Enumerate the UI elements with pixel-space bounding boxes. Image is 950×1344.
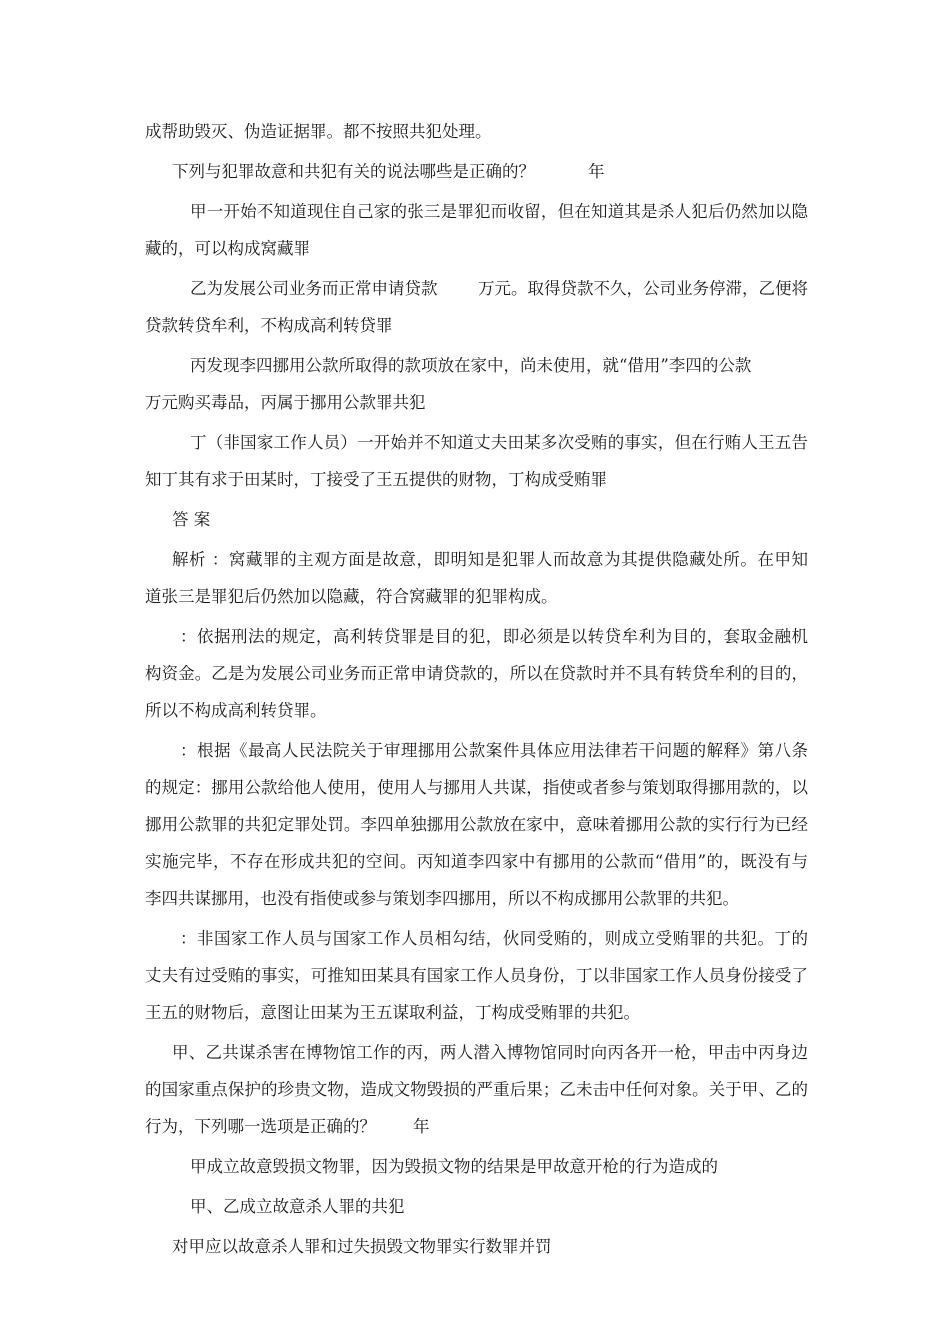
option-c-line2: 万元购买毒品，丙属于挪用公款罪共犯 [145, 393, 426, 412]
option-b-line2: 贷款转贷牟利，不构成高利转贷罪 [145, 316, 393, 335]
question2-option-a: 甲成立故意毁损文物罪，因为毁损文物的结果是甲故意开枪的行为造成的 [190, 1157, 718, 1176]
option-a-line2: 藏的，可以构成窝藏罪 [145, 239, 310, 258]
text-line: 成帮助毁灭、伪造证据罪。都不按照共犯处理。 [145, 122, 492, 141]
analysis-c-line1: ：根据《最高人民法院关于审理挪用公款案件具体应用法律若干问题的解释》第八条 [180, 741, 808, 760]
question2-stem-line1: 甲、乙共谋杀害在博物馆工作的丙，两人潜入博物馆同时向丙各开一枪，甲击中丙身边 [172, 1043, 808, 1062]
analysis-c-line2: 的规定：挪用公款给他人使用，使用人与挪用人共谋，指使或者参与策划取得挪用款的，以 [145, 778, 808, 797]
analysis-c-line5: 李四共谋挪用，也没有指使或参与策划李四挪用，所以不构成挪用公款罪的共犯。 [145, 889, 739, 908]
analysis-b-line2: 构资金。乙是为发展公司业务而正常申请贷款的，所以在贷款时并不具有转贷牟利的目的， [145, 664, 808, 683]
option-b-line1-part1: 乙为发展公司业务而正常申请贷款 [190, 279, 438, 298]
analysis-d-line2: 丈夫有过受贿的事实，可推知田某具有国家工作人员身份，丁以非国家工作人员身份接受了 [145, 966, 808, 985]
analysis-a-line1: 解析 ：窝藏罪的主观方面是故意，即明知是犯罪人而故意为其提供隐藏处所。在甲知 [172, 550, 808, 569]
year-label: 年 [588, 162, 605, 181]
option-b-line1-part2: 万元。取得贷款不久，公司业务停滞，乙便将 [478, 279, 808, 298]
option-a-line1: 甲一开始不知道现住自己家的张三是罪犯而收留，但在知道其是杀人犯后仍然加以隐 [190, 202, 808, 221]
analysis-c-line3: 挪用公款罪的共犯定罪处罚。李四单独挪用公款放在家中，意味着挪用公款的实行行为已经 [145, 815, 808, 834]
analysis-a-line2: 道张三是罪犯后仍然加以隐藏，符合窝藏罪的犯罪构成。 [145, 587, 558, 606]
analysis-b-line3: 所以不构成高利转贷罪。 [145, 701, 327, 720]
option-d-line1: 丁（非国家工作人员）一开始并不知道丈夫田某多次受贿的事实，但在行贿人王五告 [190, 433, 808, 452]
question2-option-b: 甲、乙成立故意杀人罪的共犯 [190, 1197, 405, 1216]
analysis-d-line3: 王五的财物后，意图让田某为王五谋取利益，丁构成受贿罪的共犯。 [145, 1003, 640, 1022]
question2-option-c: 对甲应以故意杀人罪和过失损毁文物罪实行数罪并罚 [172, 1237, 552, 1256]
question-stem: 下列与犯罪故意和共犯有关的说法哪些是正确的？ [172, 162, 535, 181]
analysis-b-line1: ：依据刑法的规定，高利转贷罪是目的犯，即必须是以转贷牟利为目的，套取金融机 [180, 627, 808, 646]
analysis-c-line4: 实施完毕，不存在形成共犯的空间。丙知道李四家中有挪用的公款而“借用”的，既没有与 [145, 852, 808, 871]
option-c-line1: 丙发现李四挪用公款所取得的款项放在家中，尚未使用，就“借用”李四的公款 [190, 356, 752, 375]
question2-stem-line3: 行为，下列哪一选项是正确的？ [145, 1117, 376, 1136]
question2-stem-line2: 的国家重点保护的珍贵文物，造成文物毁损的严重后果；乙未击中任何对象。关于甲、乙的 [145, 1080, 808, 1099]
option-d-line2: 知丁其有求于田某时，丁接受了王五提供的财物，丁构成受贿罪 [145, 470, 607, 489]
analysis-d-line1: ：非国家工作人员与国家工作人员相勾结，伙同受贿的，则成立受贿罪的共犯。丁的 [180, 929, 808, 948]
answer-heading: 答 案 [172, 510, 211, 529]
year-label: 年 [413, 1117, 430, 1136]
